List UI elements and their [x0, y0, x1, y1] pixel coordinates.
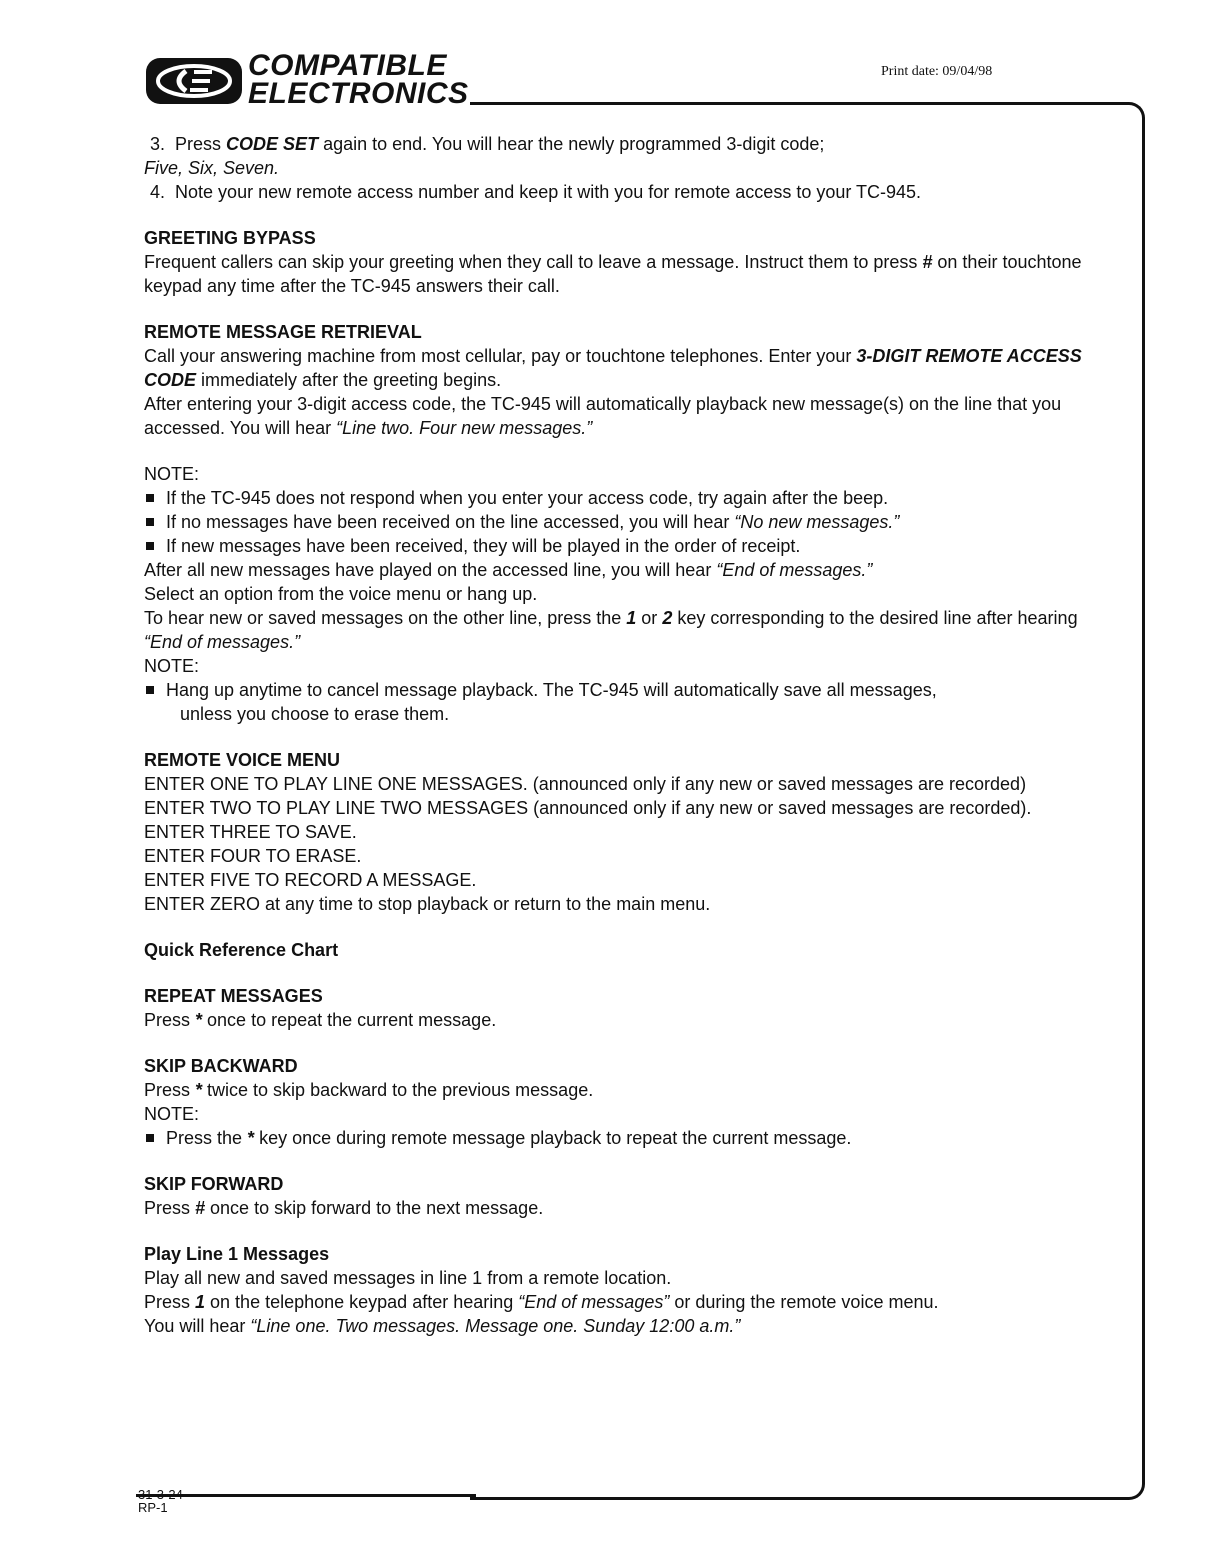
- remote-retrieval-p1-b: immediately after the greeting begins.: [196, 370, 502, 390]
- key-1: 1: [195, 1292, 206, 1312]
- bullet-square-icon: [146, 518, 154, 526]
- skip-forward-heading: SKIP FORWARD: [144, 1174, 284, 1194]
- pound-key: #: [195, 1198, 206, 1218]
- play-line-1-p2-b: on the telephone keypad after hearing: [205, 1292, 519, 1312]
- greeting-bypass-text: [144, 250, 1084, 298]
- skip-forward-text: [144, 1196, 1084, 1220]
- greeting-bypass-text-b: on their touchtone keypad any time after the TC-945 answers their call.: [144, 252, 1082, 296]
- repeat-heading: REPEAT MESSAGES: [144, 986, 323, 1006]
- remote-retrieval-p3-quote: “End of messages.”: [716, 560, 873, 580]
- note-bullet-2-quote: “No new messages.”: [734, 512, 900, 532]
- company-name: [248, 49, 469, 110]
- key-1: 1: [626, 608, 637, 628]
- play-line-1-p1: Play all new and saved messages in line 1 from a remote location.: [144, 1268, 672, 1288]
- skip-backward-bullet-a: Press the: [166, 1128, 248, 1148]
- greeting-bypass-text-a: Frequent callers can skip your greeting when they call to leave a message. Instruct them to press: [144, 252, 923, 272]
- step-3-number: 3.: [150, 134, 166, 154]
- play-line-1-p3: [144, 1314, 1084, 1338]
- note-bullet-1: [144, 486, 1084, 510]
- voice-menu-line-1: ENTER ONE TO PLAY LINE ONE MESSAGES. (announced only if any new or saved messages are recorded): [144, 774, 1027, 794]
- note-bullet-4-continued: unless you choose to erase them.: [180, 704, 450, 724]
- star-key: *: [195, 1080, 203, 1100]
- voice-menu-line-6: ENTER ZERO at any time to stop playback or return to the main menu.: [144, 894, 711, 914]
- bullet-square-icon: [146, 494, 154, 502]
- note-bullet-4-line-1: Hang up anytime to cancel message playback. The TC-945 will automatically save all messages,: [166, 680, 937, 700]
- play-line-1-p2-quote: “End of messages”: [518, 1292, 670, 1312]
- play-line-1-p2-c: or during the remote voice menu.: [669, 1292, 939, 1312]
- remote-retrieval-p2-quote: “Line two. Four new messages.”: [336, 418, 593, 438]
- bottom-rule: [136, 1494, 476, 1497]
- remote-access-code: 3-DIGIT REMOTE ACCESS CODE: [144, 346, 1082, 390]
- greeting-bypass-heading: GREETING BYPASS: [144, 228, 316, 248]
- step-4-text: Note your new remote access number and keep it with you for remote access to your TC-945.: [175, 182, 922, 202]
- key-2: 2: [662, 608, 673, 628]
- play-line-1-heading: Play Line 1 Messages: [144, 1244, 330, 1264]
- document-body: [144, 132, 1084, 1338]
- note-label: NOTE:: [144, 464, 200, 484]
- star-key: *: [195, 1010, 203, 1030]
- skip-forward-text-b: once to skip forward to the next message.: [205, 1198, 544, 1218]
- remote-retrieval-p1: [144, 344, 1084, 392]
- repeat-text: [144, 1008, 1084, 1032]
- brand-line-1: COMPATIBLE: [248, 49, 447, 82]
- note-bullet-1-text: If the TC-945 does not respond when you enter your access code, try again after the beep.: [166, 488, 889, 508]
- note-label-2: NOTE:: [144, 656, 200, 676]
- play-line-1-p2: [144, 1290, 1084, 1314]
- voice-menu-line-5: ENTER FIVE TO RECORD A MESSAGE.: [144, 870, 477, 890]
- pound-key: #: [922, 252, 933, 272]
- remote-retrieval-heading: REMOTE MESSAGE RETRIEVAL: [144, 322, 422, 342]
- quick-reference-heading: Quick Reference Chart: [144, 940, 339, 960]
- skip-backward-heading: SKIP BACKWARD: [144, 1056, 298, 1076]
- remote-retrieval-p5-or: or: [636, 608, 663, 628]
- skip-backward-note: NOTE:: [144, 1104, 200, 1124]
- step-3-text-a: Press: [175, 134, 227, 154]
- note-bullet-2-text: If no messages have been received on the line accessed, you will hear: [166, 512, 735, 532]
- note-bullet-3: [144, 534, 1084, 558]
- voice-menu-heading: REMOTE VOICE MENU: [144, 750, 341, 770]
- print-date: Print date: 09/04/98: [881, 64, 993, 79]
- remote-retrieval-p3: [144, 558, 1084, 582]
- step-3: [144, 132, 1084, 156]
- play-line-1-p3-quote: “Line one. Two messages. Message one. Sunday 12:00 a.m.”: [250, 1316, 741, 1336]
- step-3-example: Five, Six, Seven.: [144, 158, 280, 178]
- company-logo: [146, 58, 242, 104]
- skip-backward-text: [144, 1078, 1084, 1102]
- remote-retrieval-p1-a: Call your answering machine from most cellular, pay or touchtone telephones. Enter your: [144, 346, 857, 366]
- step-4-number: 4.: [150, 182, 166, 202]
- step-3-text-b: again to end. You will hear the newly programmed 3-digit code;: [318, 134, 825, 154]
- voice-menu-line-2: ENTER TWO TO PLAY LINE TWO MESSAGES (announced only if any new or saved messages are recorded).: [144, 798, 1032, 818]
- skip-backward-bullet: [144, 1126, 1084, 1150]
- remote-retrieval-p2: [144, 392, 1084, 440]
- remote-retrieval-p5-a: To hear new or saved messages on the other line, press the: [144, 608, 627, 628]
- bullet-square-icon: [146, 542, 154, 550]
- bullet-square-icon: [146, 686, 154, 694]
- skip-forward-text-a: Press: [144, 1198, 196, 1218]
- footer-code: [138, 1488, 183, 1514]
- note-bullet-3-text: If new messages have been received, they will be played in the order of receipt.: [166, 536, 801, 556]
- remote-retrieval-p4: Select an option from the voice menu or hang up.: [144, 584, 538, 604]
- play-line-1-p3-a: You will hear: [144, 1316, 251, 1336]
- remote-retrieval-p5-b: key corresponding to the desired line after hearing: [672, 608, 1078, 628]
- star-key: *: [247, 1128, 255, 1148]
- footer-code-bottom: RP-1: [138, 1500, 168, 1515]
- voice-menu-line-3: ENTER THREE TO SAVE.: [144, 822, 357, 842]
- remote-retrieval-p3-a: After all new messages have played on the accessed line, you will hear: [144, 560, 717, 580]
- logo-mark-icon: [146, 58, 242, 104]
- remote-retrieval-p5-quote: “End of messages.”: [144, 632, 301, 652]
- footer-code-top: 31-3-24: [138, 1487, 183, 1502]
- note-bullet-4: [144, 678, 1084, 702]
- repeat-text-a: Press: [144, 1010, 196, 1030]
- skip-backward-bullet-b: key once during remote message playback to repeat the current message.: [254, 1128, 852, 1148]
- skip-backward-text-b: twice to skip backward to the previous message.: [202, 1080, 594, 1100]
- bullet-square-icon: [146, 1134, 154, 1142]
- step-4: [144, 180, 1084, 204]
- remote-retrieval-p2-a: After entering your 3-digit access code, the TC-945 will automatically playback new message(s) on the line that you accessed. You will hear: [144, 394, 1062, 438]
- brand-line-2: ELECTRONICS: [248, 77, 469, 110]
- play-line-1-p2-a: Press: [144, 1292, 196, 1312]
- skip-backward-text-a: Press: [144, 1080, 196, 1100]
- remote-retrieval-p5: [144, 606, 1084, 654]
- voice-menu-line-4: ENTER FOUR TO ERASE.: [144, 846, 362, 866]
- note-bullet-2: [144, 510, 1084, 534]
- code-set-key: CODE SET: [226, 134, 319, 154]
- repeat-text-b: once to repeat the current message.: [202, 1010, 497, 1030]
